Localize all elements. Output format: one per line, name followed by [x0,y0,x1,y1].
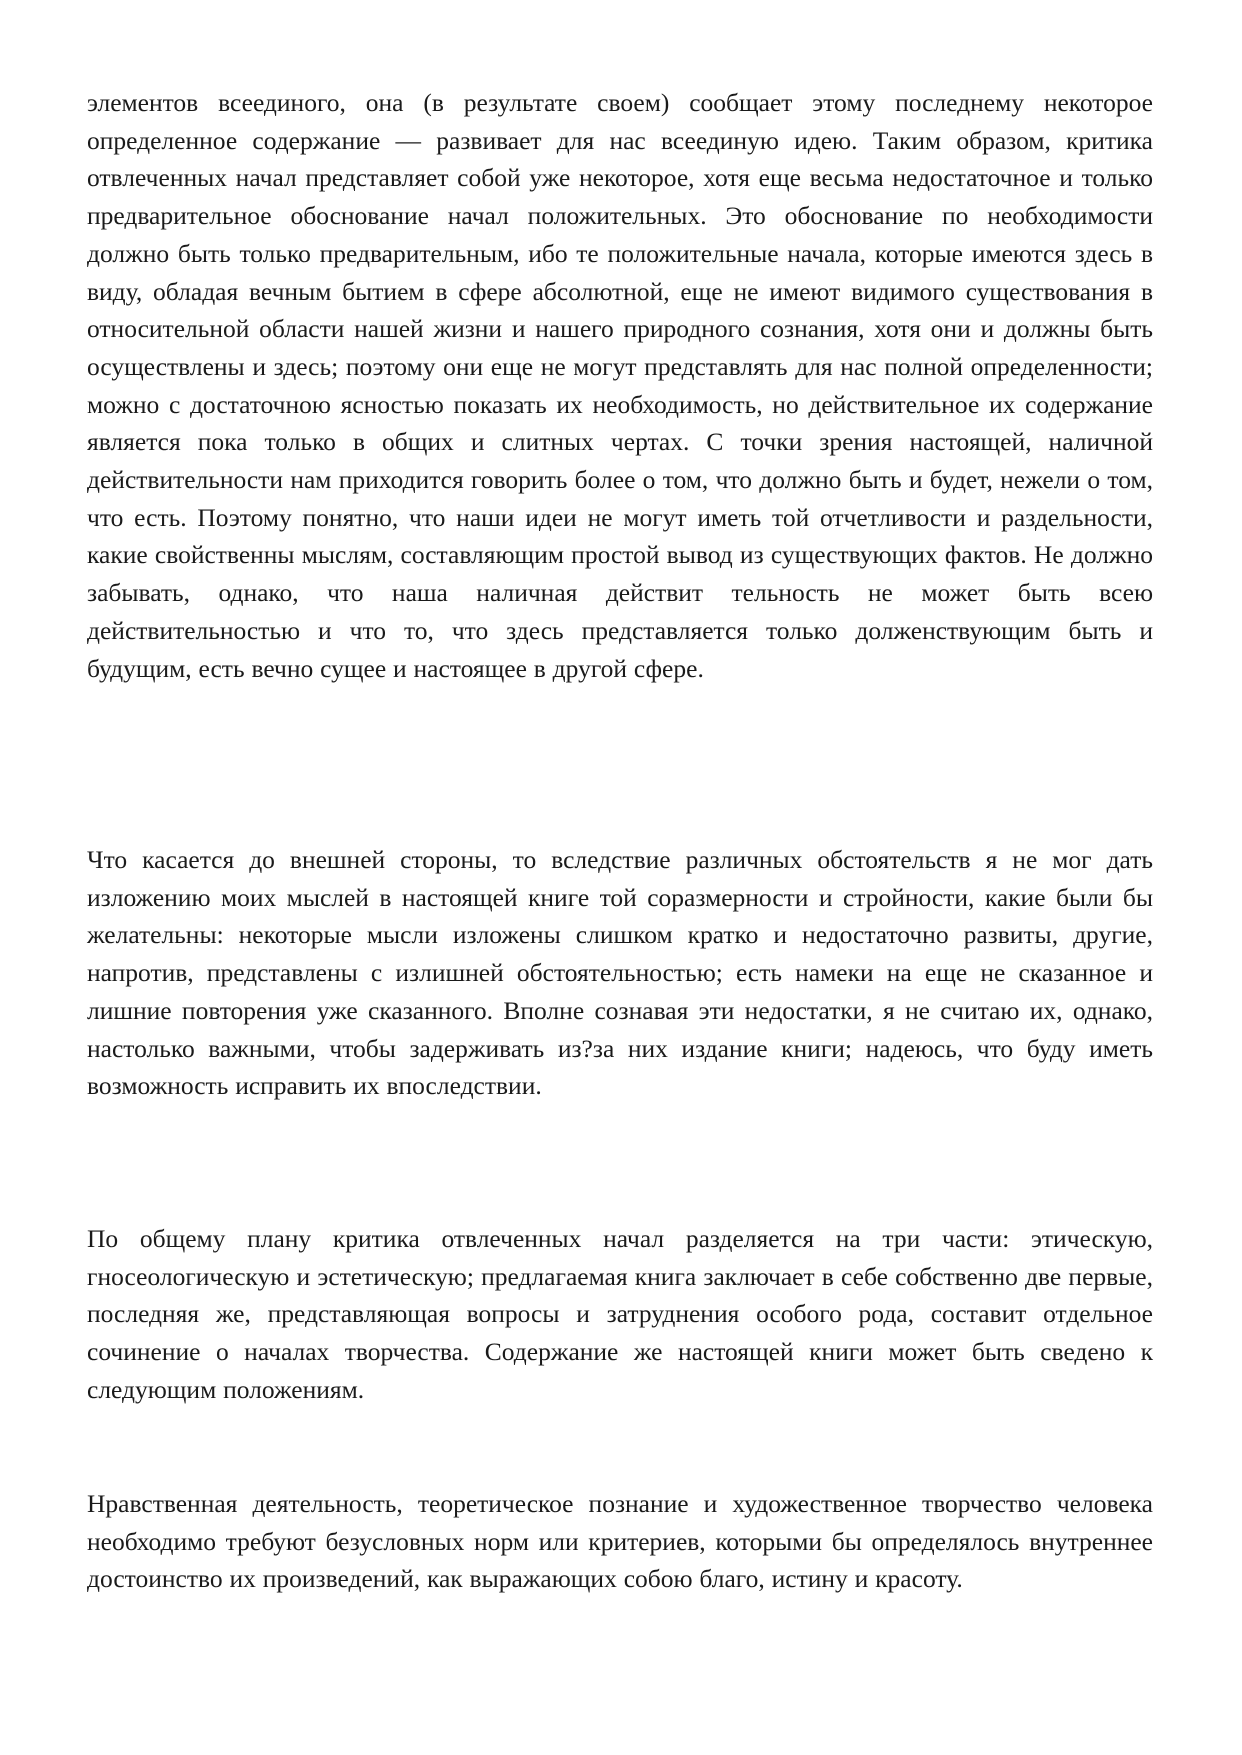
paragraph-4: Нравственная деятельность, теоретическое познание и художественное творчество человека необходимо требуют безусловных норм или критериев, которыми бы определялось внутреннее достоинство их произведений, как выражающих собою благо, истину и красоту. [87,1489,1153,1594]
paragraph-3: По общему плану критика отвлеченных начал разделяется на три части: этическую, гносеологическую и эстетическую; предлагаемая книга заключает в себе собственно две первые, последняя же, представляющая вопросы и затруднения особого рода, составит отдельное сочинение о началах творчества. Содержание же настоящей книги может быть сведено к следующим положениям. [87,1224,1153,1404]
paragraph-2: Что касается до внешней стороны, то вследствие различных обстоятельств я не мог дать изложению моих мыслей в настоящей книге той соразмерности и стройности, какие были бы желательны: некоторые мысли изложены слишком кратко и недостаточно развиты, другие, напротив, представлены с излишней обстоятельностью; есть намеки на еще не сказанное и лишние повторения уже сказанного. Вполне сознавая эти недостатки, я не считаю их, однако, настолько важными, чтобы задерживать из?за них издание книги; надеюсь, что буду иметь возможность исправить их впоследствии. [87,845,1153,1101]
paragraph-1: элементов всеединого, она (в результате своем) сообщает этому последнему некоторое определенное содержание — развивает для нас всеединую идею. Таким образом, критика отвлеченных начал представляет собой уже некоторое, хотя еще весьма недостаточное и только предварительное обоснование начал положительных. Это обоснование по необходимости должно быть только предварительным, ибо те положительные начала, которые имеются здесь в виду, обладая вечным бытием в сфере абсолютной, еще не имеют видимого существования в относительной области нашей жизни и нашего природного сознания, хотя они и должны быть осуществлены и здесь; поэтому они еще не могут представлять для нас полной определенности; можно с достаточною ясностью показать их необходимость, но действительное их содержание является пока только в общих и слитных чертах. С точки зрения настоящей, наличной действительности нам приходится говорить более о том, что должно быть и будет, нежели о том, что есть. Поэтому понятно, что наши идеи не могут иметь той отчетливости и раздельности, какие свойственны мыслям, составляющим простой вывод из существующих фактов. Не должно забывать, однако, что наша наличная действит тельность не может быть всею действительностью и что то, что здесь представляется только долженствующим быть и будущим, есть вечно сущее и настоящее в другой сфере. [87,88,1153,683]
